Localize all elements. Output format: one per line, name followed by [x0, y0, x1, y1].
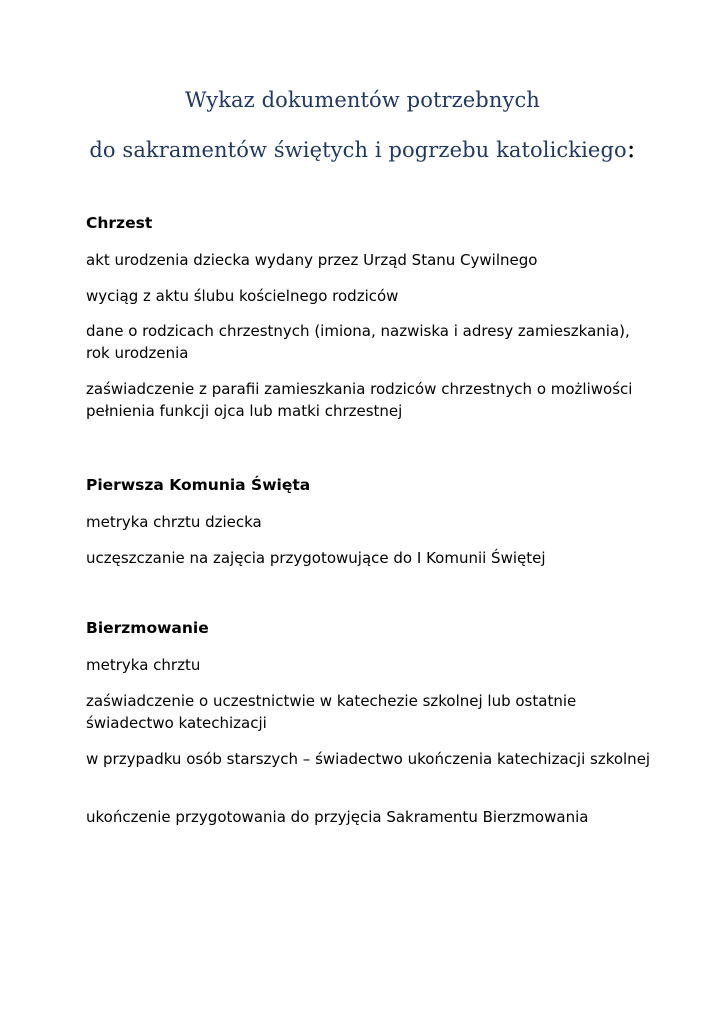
list-item: dane o rodzicach chrzestnych (imiona, nazwiska i adresy zamieszkania), rok urodzenia	[86, 322, 630, 362]
list-item: zaświadczenie z parafii zamieszkania rodziców chrzestnych o możliwości pełnienia funkcji ojca lub matki chrzestnej	[86, 380, 633, 420]
document-title-colon: :	[626, 134, 636, 164]
list-item: zaświadczenie o uczestnictwie w katechezie szkolnej lub ostatnie świadectwo katechizacji	[86, 692, 577, 732]
list-item: uczęszczanie na zajęcia przygotowujące do I Komunii Świętej	[86, 549, 546, 567]
document-title-line-2-text: do sakramentów świętych i pogrzebu katolickiego	[89, 138, 627, 162]
list-item: w przypadku osób starszych – świadectwo ukończenia katechizacji szkolnej	[86, 750, 651, 768]
list-item: ukończenie przygotowania do przyjęcia Sakramentu Bierzmowania	[86, 808, 589, 826]
section-heading-chrzest: Chrzest	[86, 214, 153, 232]
document-title-line-1: Wykaz dokumentów potrzebnych	[185, 88, 540, 112]
list-item: metryka chrztu	[86, 656, 201, 674]
list-item: akt urodzenia dziecka wydany przez Urząd Stanu Cywilnego	[86, 251, 538, 269]
document-title-line-2	[0, 134, 725, 164]
list-item: metryka chrztu dziecka	[86, 513, 262, 531]
section-heading-bierzmowanie: Bierzmowanie	[86, 619, 209, 637]
list-item: wyciąg z aktu ślubu kościelnego rodziców	[86, 287, 399, 305]
section-heading-pierwsza-komunia: Pierwsza Komunia Święta	[86, 476, 311, 494]
